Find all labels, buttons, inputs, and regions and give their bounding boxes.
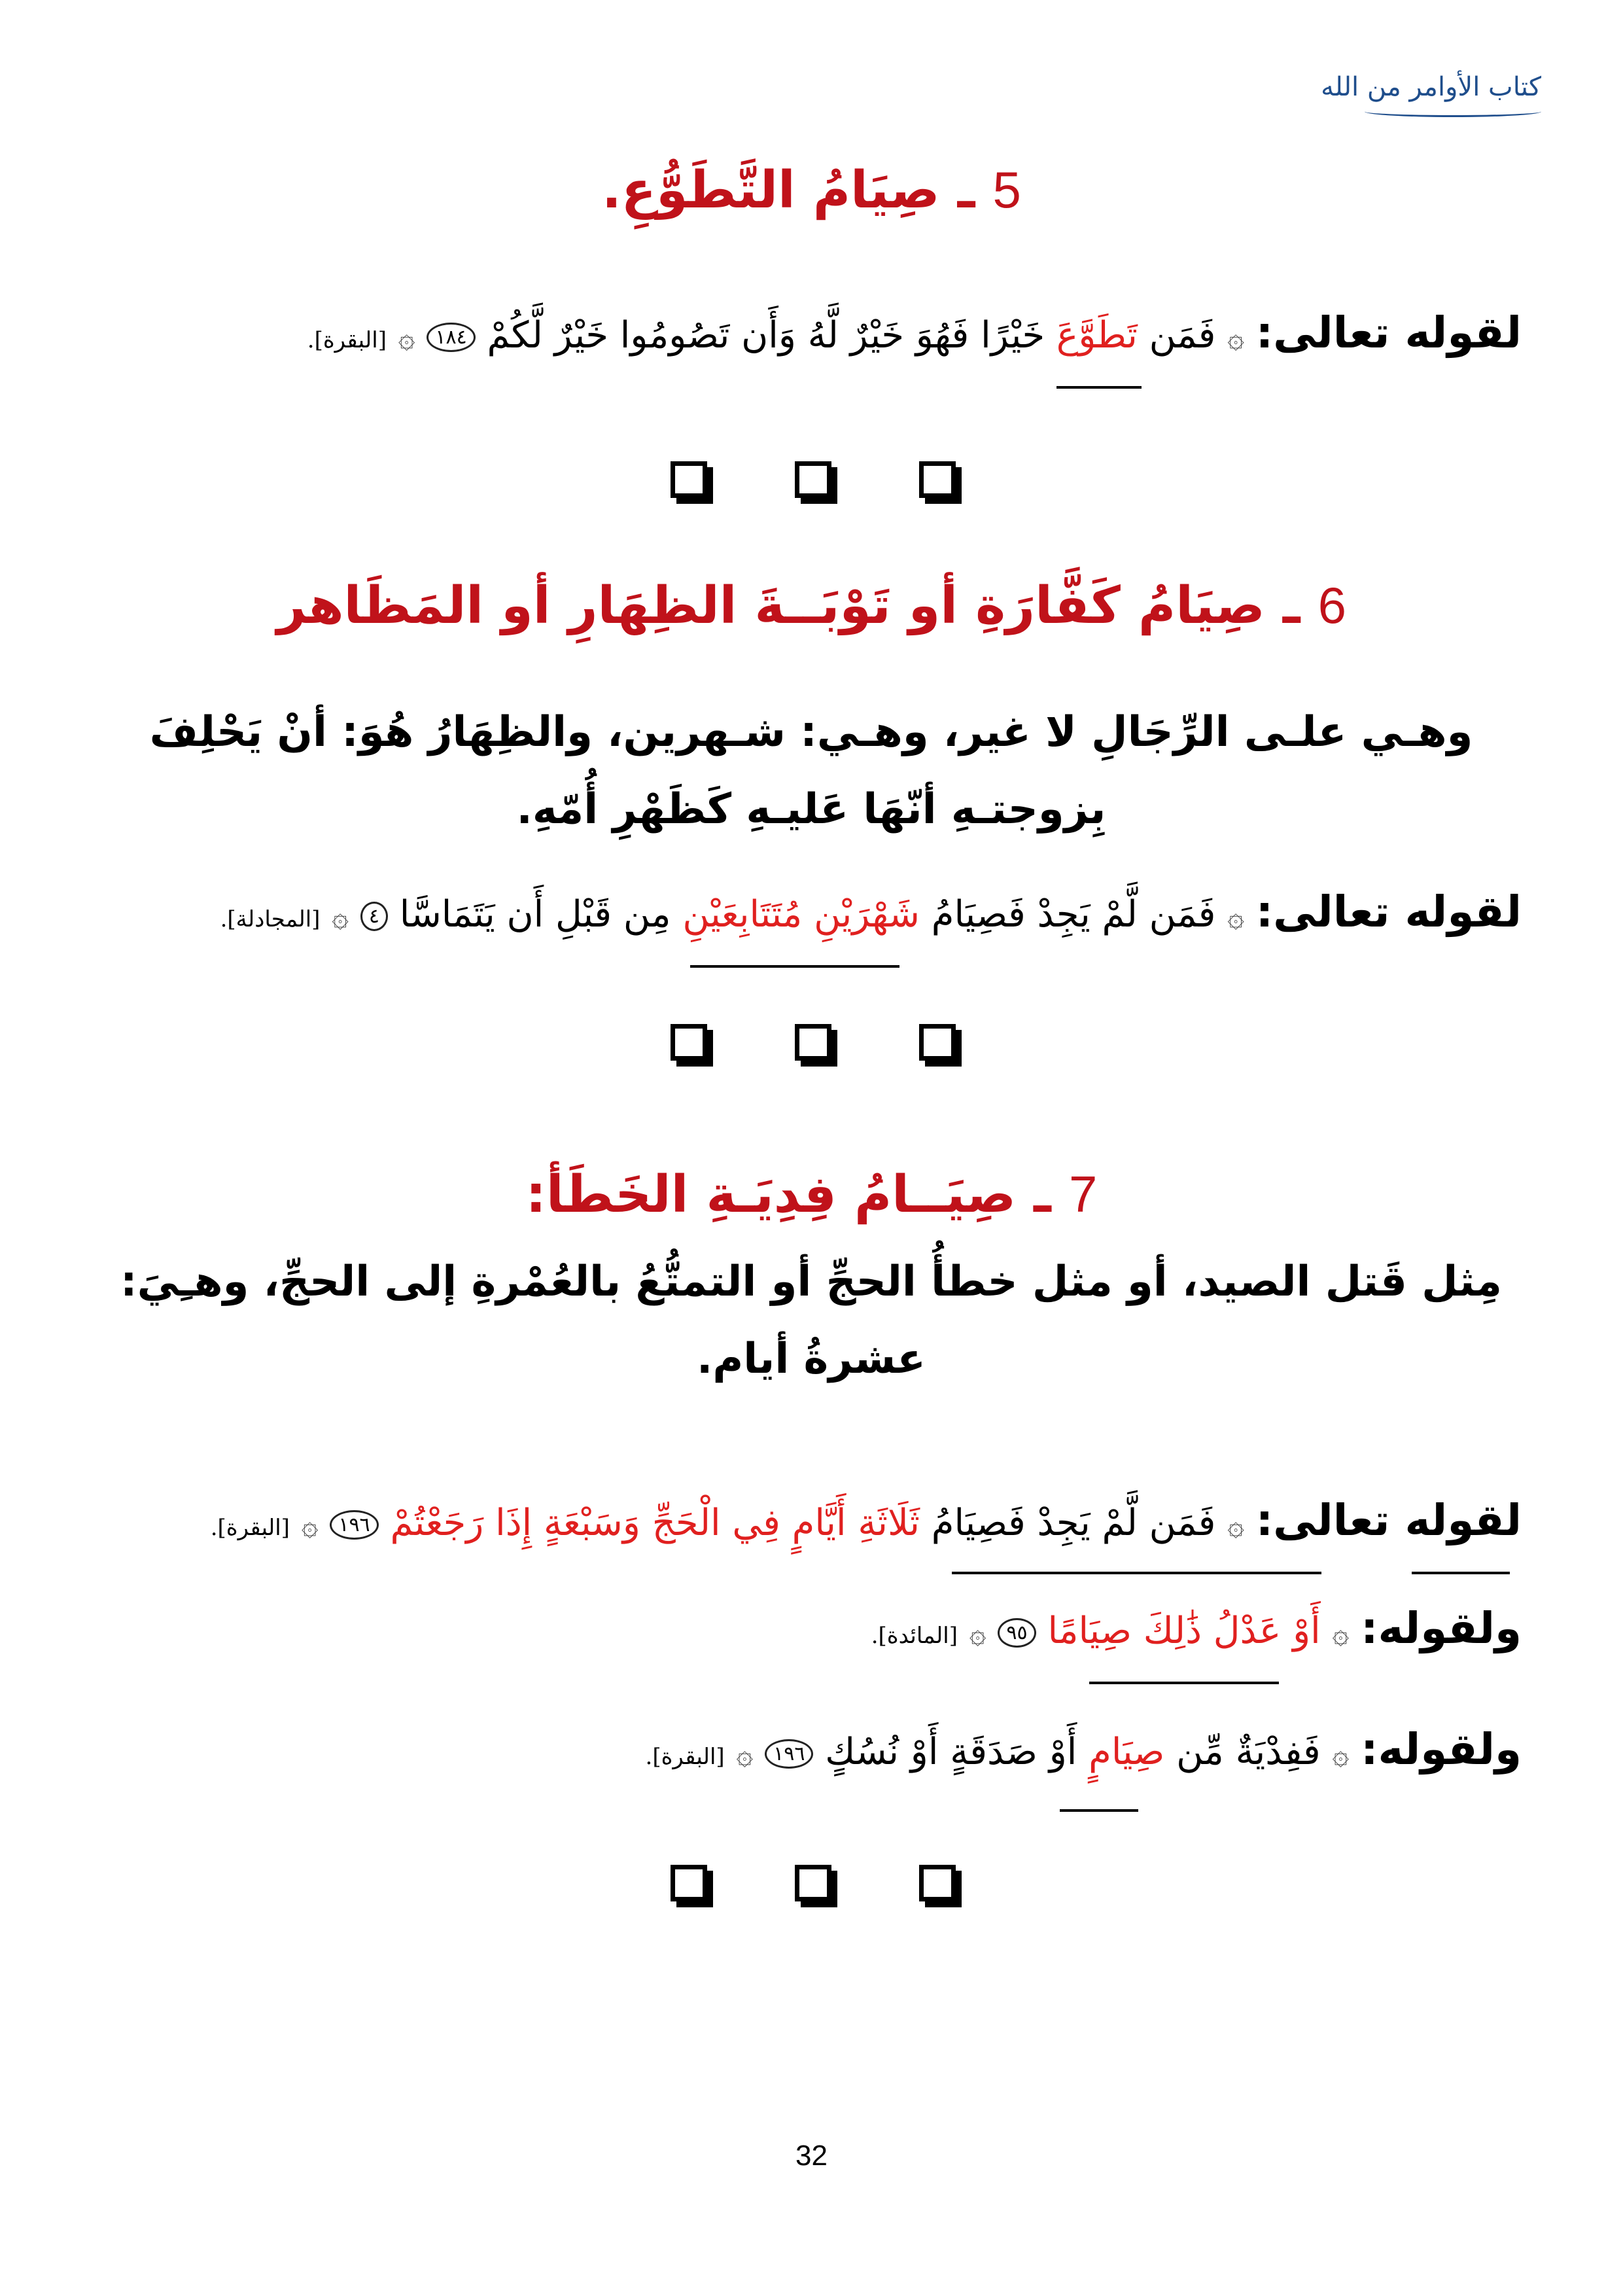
- verse-highlight: أَوْ عَدْلُ ذَٰلِكَ صِيَامًا: [1047, 1610, 1321, 1652]
- highlight-underline: [952, 1572, 1321, 1574]
- ayah-number-medallion: ١٩٦: [330, 1510, 378, 1540]
- separator-box-icon: [671, 1024, 707, 1061]
- verse-source: [المجادلة].: [220, 906, 321, 932]
- separator-box-icon: [795, 1865, 831, 1901]
- verse-line-2: [220, 887, 1522, 937]
- section-separator: [671, 1024, 971, 1070]
- verse-source: [البقرة].: [307, 327, 387, 353]
- section-6-paragraph: وهـي علـى الرِّجَالِ لا غير، وهـي: شـهرين، والظِهَارُ هُوَ: أنْ يَحْلِفَ بِزوجتـهِ أنّهَا عَليـهِ كَظَهْرِ أُمّهِ.: [149, 708, 1473, 834]
- section-title: ـ صِيَامُ كَفَّارَةِ أو تَوْبَــةَ الظِهَارِ أو المَظَاهر: [276, 576, 1300, 635]
- separator-box-icon: [919, 1865, 956, 1901]
- verse-lead: لقوله تعالى:: [1255, 308, 1522, 358]
- ayah-number-medallion: ١٩٦: [765, 1739, 813, 1769]
- verse-text-after: أَوْ صَدَقَةٍ أَوْ نُسُكٍ: [825, 1731, 1077, 1773]
- verse-close-ornament: ۞: [398, 321, 415, 355]
- separator-box-icon: [671, 461, 707, 498]
- verse-open-ornament: ۞: [1332, 1738, 1350, 1771]
- separator-box-icon: [671, 1865, 707, 1901]
- verse-lead: لقوله تعالى:: [1255, 887, 1522, 937]
- ayah-number-medallion: ١٨٤: [427, 323, 475, 352]
- highlight-underline: [690, 965, 899, 968]
- section-7-heading: [0, 1165, 1623, 1224]
- section-7-paragraph: مِثل قَتل الصيد، أو مثل خطأُ الحجِّ أو التمتُّعُ بالعُمْرةِ إلى الحجِّ، وهـِيَ: عشرةُ أيام.: [120, 1258, 1503, 1383]
- book-logo: [1321, 72, 1541, 102]
- verse-highlight: تَطَوَّعَ: [1056, 314, 1138, 357]
- verse-close-ornament: ۞: [332, 900, 349, 934]
- verse-line-1: [307, 308, 1522, 358]
- verse-highlight: صِيَامٍ: [1089, 1731, 1165, 1773]
- separator-box-icon: [795, 461, 831, 498]
- section-number: 5: [992, 161, 1021, 219]
- verse-highlight: شَهْرَيْنِ مُتَتَابِعَيْنِ: [682, 893, 920, 936]
- verse-line-3: [211, 1495, 1522, 1545]
- verse-text-before: فَفِدْيَةٌ مِّن: [1176, 1731, 1321, 1773]
- verse-highlight: ثَلَاثَةِ أَيَّامٍ فِي الْحَجِّ وَسَبْعَةٍ إِذَا رَجَعْتُمْ: [390, 1502, 920, 1544]
- verse-line-5: [646, 1724, 1522, 1775]
- verse-open-ornament: ۞: [1332, 1617, 1350, 1650]
- highlight-underline: [1089, 1682, 1279, 1684]
- verse-source: [البقرة].: [645, 1744, 725, 1770]
- verse-open-ornament: ۞: [1227, 900, 1244, 934]
- section-title: ـ صِيَامُ التَّطَوُّعِ.: [602, 161, 975, 220]
- verse-text-after: مِن قَبْلِ أَن يَتَمَاسَّا: [399, 893, 671, 936]
- highlight-underline: [1056, 386, 1142, 389]
- verse-source: [المائدة].: [871, 1623, 958, 1649]
- section-number: 7: [1068, 1165, 1098, 1223]
- verse-close-ornament: ۞: [736, 1738, 754, 1771]
- verse-line-4: [871, 1603, 1522, 1653]
- verse-open-ornament: ۞: [1227, 1509, 1244, 1542]
- verse-lead: لقوله تعالى:: [1255, 1495, 1522, 1545]
- verse-close-ornament: ۞: [969, 1617, 986, 1650]
- section-6-heading: [0, 576, 1623, 635]
- verse-open-ornament: ۞: [1227, 321, 1244, 355]
- section-number: 6: [1318, 576, 1347, 634]
- verse-text-before: فَمَن لَّمْ يَجِدْ فَصِيَامُ: [931, 893, 1216, 936]
- separator-box-icon: [919, 1024, 956, 1061]
- section-title: ـ صِيَــامُ فِدِيَـةِ الخَطَأ:: [525, 1165, 1051, 1224]
- page-number: 32: [795, 2140, 828, 2172]
- separator-box-icon: [795, 1024, 831, 1061]
- verse-lead: ولقوله:: [1361, 1603, 1522, 1653]
- ayah-number-medallion: ٩٥: [998, 1618, 1036, 1648]
- verse-lead: ولقوله:: [1361, 1724, 1522, 1775]
- lead-underline: [1412, 1572, 1510, 1574]
- section-separator: [671, 461, 971, 507]
- verse-close-ornament: ۞: [301, 1509, 319, 1542]
- ayah-number-medallion: ٤: [360, 902, 388, 931]
- logo-swash-decoration: [1365, 106, 1541, 117]
- section-separator: [671, 1865, 971, 1911]
- verse-source: [البقرة].: [210, 1515, 290, 1541]
- highlight-underline: [1060, 1809, 1138, 1812]
- section-5-heading: [0, 160, 1623, 220]
- verse-text-after: خَيْرًا فَهُوَ خَيْرٌ لَّهُ وَأَن تَصُومُوا خَيْرٌ لَّكُمْ: [487, 314, 1045, 357]
- verse-text-before: فَمَن: [1149, 314, 1216, 357]
- separator-box-icon: [919, 461, 956, 498]
- book-logo-text: كتاب الأوامر من الله: [1321, 72, 1541, 102]
- verse-text-before: فَمَن لَّمْ يَجِدْ فَصِيَامُ: [931, 1502, 1216, 1544]
